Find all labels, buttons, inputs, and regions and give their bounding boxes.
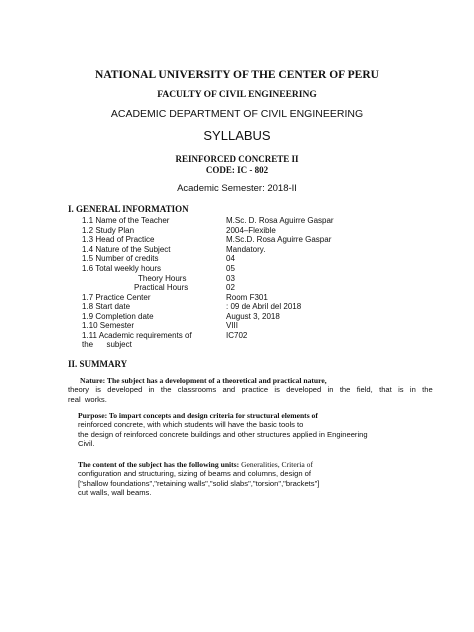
info-value: Room F301 — [226, 292, 268, 302]
content-lead: The content of the subject has the following units: — [78, 460, 240, 469]
faculty-name: FACULTY OF CIVIL ENGINEERING — [157, 90, 317, 100]
purpose-lead: Purpose: To impart concepts and design criteria for structural elements of — [78, 411, 318, 420]
summary-heading: II. SUMMARY — [68, 359, 128, 369]
nature-lead: Nature: The subject has a development of a theoretical and practical nature, — [80, 376, 327, 385]
info-value: M.Sc.D. Rosa Aguirre Gaspar — [226, 235, 332, 244]
info-label: 1.10 Semester — [82, 321, 135, 330]
info-value: : 09 de Abril del 2018 — [226, 302, 302, 311]
course-block — [0, 154, 474, 176]
course-code: CODE: IC - 802 — [205, 165, 269, 175]
info-value: M.Sc. D. Rosa Aguirre Gaspar — [226, 216, 334, 225]
info-value: August 3, 2018 — [226, 311, 280, 321]
nature-line: real works. — [68, 394, 107, 404]
content-line: configuration and structuring, sizing of beams and columns, design of — [78, 469, 312, 479]
academic-semester: Academic Semester: 2018-II — [177, 183, 297, 194]
info-value: 03 — [226, 273, 235, 283]
info-value: Mandatory. — [226, 244, 266, 254]
info-label: 1.11 Academic requirements of — [82, 330, 192, 340]
info-label: Theory Hours — [138, 273, 187, 283]
document-title: SYLLABUS — [203, 128, 271, 143]
university-name: NATIONAL UNIVERSITY OF THE CENTER OF PERU — [95, 69, 379, 81]
content-line: ["shallow foundations","retaining walls","solid slabs","torsion","brackets"] — [78, 478, 320, 488]
info-label: 1.9 Completion date — [82, 311, 154, 321]
info-label: 1.5 Number of credits — [82, 254, 159, 263]
info-value: 02 — [226, 283, 235, 292]
summary-purpose-paragraph — [78, 411, 458, 448]
info-value: 04 — [226, 254, 235, 263]
info-label: 1.4 Nature of the Subject — [82, 244, 171, 254]
course-name: REINFORCED CONCRETE II — [175, 154, 299, 164]
purpose-line: Civil. — [78, 438, 95, 448]
info-label: 1.8 Start date — [82, 302, 131, 311]
info-value: VIII — [226, 321, 239, 330]
content-lead-tail: Generalities, Criteria of — [239, 460, 313, 469]
info-value: 05 — [226, 264, 235, 273]
info-value: IC702 — [226, 330, 248, 340]
info-value: 2004–Flexible — [226, 225, 276, 235]
info-label: the subject — [82, 340, 132, 349]
info-label: 1.2 Study Plan — [82, 225, 135, 235]
summary-content-paragraph — [78, 460, 458, 497]
content-line: cut walls, wall beams. — [78, 487, 152, 497]
info-label: 1.1 Name of the Teacher — [82, 216, 170, 225]
purpose-line: reinforced concrete, with which students will have the basic tools to — [78, 420, 304, 430]
nature-line: theory is developed in the classrooms and practice is developed in the field, that is in the — [68, 385, 433, 395]
department-name: ACADEMIC DEPARTMENT OF CIVIL ENGINEERING — [110, 108, 364, 120]
info-label: 1.7 Practice Center — [82, 292, 151, 302]
general-info-heading: I. GENERAL INFORMATION — [68, 204, 189, 214]
info-label: Practical Hours — [134, 283, 189, 292]
info-label: 1.6 Total weekly hours — [82, 264, 162, 273]
info-label: 1.3 Head of Practice — [82, 235, 155, 244]
purpose-line: the design of reinforced concrete buildings and other structures applied in Engineering — [78, 429, 368, 439]
content-lead-line — [78, 460, 458, 469]
summary-nature-paragraph — [68, 376, 474, 404]
